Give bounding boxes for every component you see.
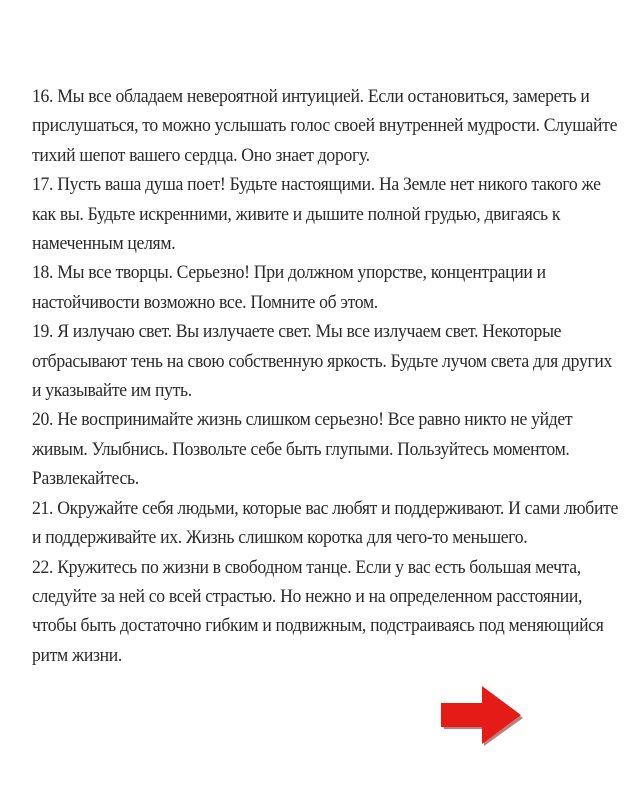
text-line: намеченным целям. <box>32 233 176 255</box>
text-line: 17. Пусть ваша душа поет! Будьте настоящими. На Земле нет никого такого же <box>32 174 601 196</box>
text-line: и поддерживайте их. Жизнь слишком коротка для чего-то меньшего. <box>32 527 528 549</box>
text-line: и указывайте им путь. <box>32 380 192 402</box>
text-line: 21. Окружайте себя людьми, которые вас любят и поддерживают. И сами любите <box>32 497 619 519</box>
paragraph-16 <box>32 82 618 170</box>
paragraph-17 <box>32 170 601 258</box>
paragraph-18 <box>32 258 571 317</box>
text-line: живым. Улыбнись. Позвольте себе быть глупыми. Пользуйтесь моментом. <box>32 438 570 460</box>
text-line: 19. Я излучаю свет. Вы излучаете свет. Мы все излучаем свет. Некоторые <box>32 321 562 343</box>
text-line: Развлекайтесь. <box>32 468 139 490</box>
text-line: 16. Мы все обладаем невероятной интуицией. Если остановиться, замереть и <box>32 86 590 107</box>
text-line: чтобы быть достаточно гибким и подвижным, подстраиваясь под меняющийся <box>32 615 604 637</box>
paragraph-21 <box>32 494 619 553</box>
text-line: отбрасывают тень на свою собственную яркость. Будьте лучом света для других <box>32 350 613 372</box>
paragraph-22 <box>32 553 604 671</box>
text-block <box>32 82 619 670</box>
paragraph-20 <box>32 405 571 493</box>
text-line: 20. Не воспринимайте жизнь слишком серьезно! Все равно никто не уйдет <box>32 409 573 431</box>
text-line: тихий шепот вашего сердца. Оно знает дорогу. <box>32 144 370 166</box>
text-line: как вы. Будьте искренними, живите и дышите полной грудью, двигаясь к <box>32 203 561 225</box>
text-line: 22. Кружитесь по жизни в свободном танце. Если у вас есть большая мечта, <box>32 556 581 578</box>
text-line: настойчивости возможно все. Помните об этом. <box>32 291 378 313</box>
text-line: 18. Мы все творцы. Серьезно! При должном упорстве, концентрации и <box>32 262 546 284</box>
paragraph-19 <box>32 317 613 405</box>
right-arrow-icon[interactable] <box>440 685 524 747</box>
arrow-shape <box>441 686 521 744</box>
text-line: прислушаться, то можно услышать голос своей внутренней мудрости. Слушайте <box>32 115 618 137</box>
text-line: следуйте за ней со всей страстью. Но нежно и на определенном расстоянии, <box>32 585 583 607</box>
text-line: ритм жизни. <box>32 644 123 666</box>
